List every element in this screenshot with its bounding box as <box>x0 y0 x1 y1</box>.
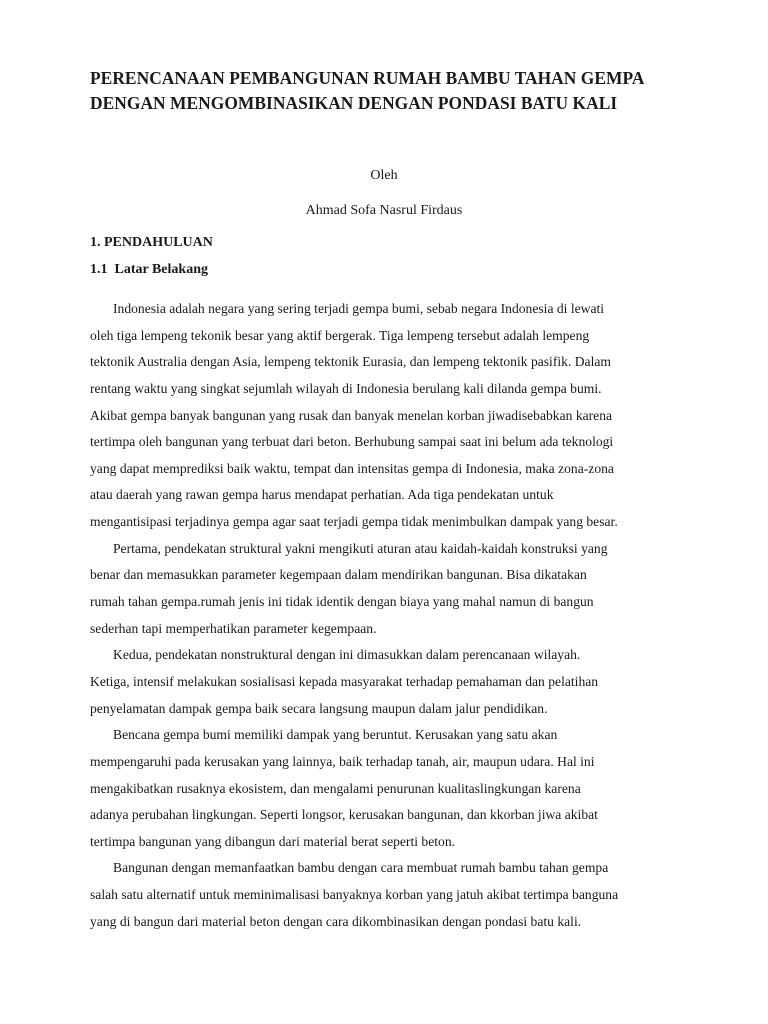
body-text <box>90 296 690 935</box>
text-line: Bencana gempa bumi memiliki dampak yang beruntut. Kerusakan yang satu akan <box>113 727 558 743</box>
text-line: mengantisipasi terjadinya gempa agar saat terjadi gempa tidak menimbulkan dampak yang besar. <box>90 514 618 530</box>
text-line: mempengaruhi pada kerusakan yang lainnya, baik terhadap tanah, air, maupun udara. Hal ini <box>90 753 595 769</box>
text-line: tektonik Australia dengan Asia, lempeng tektonik Eurasia, dan lempeng tektonik pasifik. Dalam <box>90 354 611 370</box>
by-label: Oleh <box>370 168 398 183</box>
text-line: Pertama, pendekatan struktural yakni mengikuti aturan atau kaidah-kaidah konstruksi yang <box>113 540 608 556</box>
text-line: yang di bangun dari material beton dengan cara dikombinasikan dengan pondasi batu kali. <box>90 913 582 929</box>
subsection-heading: 1.1 Latar Belakang <box>90 262 208 277</box>
text-line: benar dan memasukkan parameter kegempaan dalam mendirikan bangunan. Bisa dikatakan <box>90 567 587 583</box>
author-name: Ahmad Sofa Nasrul Firdaus <box>305 203 463 218</box>
text-line: penyelamatan dampak gempa baik secara langsung maupun dalam jalur pendidikan. <box>90 700 548 716</box>
text-line: mengakibatkan rusaknya ekosistem, dan mengalami penurunan kualitaslingkungan karena <box>90 780 581 796</box>
text-line: salah satu alternatif untuk meminimalisasi banyaknya korban yang jatuh akibat tertimpa banguna <box>90 887 619 903</box>
document-title <box>90 66 710 116</box>
text-line: atau daerah yang rawan gempa harus mendapat perhatian. Ada tiga pendekatan untuk <box>90 487 554 503</box>
text-line: Bangunan dengan memanfaatkan bambu dengan cara membuat rumah bambu tahan gempa <box>113 860 609 876</box>
text-line: sederhan tapi memperhatikan parameter kegempaan. <box>90 620 377 636</box>
text-line: Kedua, pendekatan nonstruktural dengan ini dimasukkan dalam perencanaan wilayah. <box>113 647 581 663</box>
text-line: tertimpa oleh bangunan yang terbuat dari beton. Berhubung sampai saat ini belum ada teknologi <box>90 434 614 450</box>
text-line: rentang waktu yang singkat sejumlah wilayah di Indonesia berulang kali dilanda gempa bumi. <box>90 380 602 396</box>
text-line: Ketiga, intensif melakukan sosialisasi kepada masyarakat terhadap pemahaman dan pelatihan <box>90 673 599 689</box>
title-line-1: PERENCANAAN PEMBANGUNAN RUMAH BAMBU TAHAN GEMPA <box>90 68 645 88</box>
text-line: rumah tahan gempa.rumah jenis ini tidak identik dengan biaya yang mahal namun di bangun <box>90 594 594 610</box>
section-heading: 1. PENDAHULUAN <box>90 235 213 250</box>
text-line: tertimpa bangunan yang dibangun dari material berat seperti beton. <box>90 833 456 849</box>
text-line: Akibat gempa banyak bangunan yang rusak dan banyak menelan korban jiwadisebabkan karena <box>90 407 613 423</box>
text-line: adanya perubahan lingkungan. Seperti longsor, kerusakan bangunan, dan kkorban jiwa akibat <box>90 807 598 823</box>
text-line: yang dapat memprediksi baik waktu, tempat dan intensitas gempa di Indonesia, maka zona-zona <box>90 460 614 476</box>
title-line-2: DENGAN MENGOMBINASIKAN DENGAN PONDASI BATU KALI <box>90 93 618 113</box>
text-line: oleh tiga lempeng tekonik besar yang aktif bergerak. Tiga lempeng tersebut adalah lempeng <box>90 327 590 343</box>
text-line: Indonesia adalah negara yang sering terjadi gempa bumi, sebab negara Indonesia di lewati <box>113 301 605 316</box>
